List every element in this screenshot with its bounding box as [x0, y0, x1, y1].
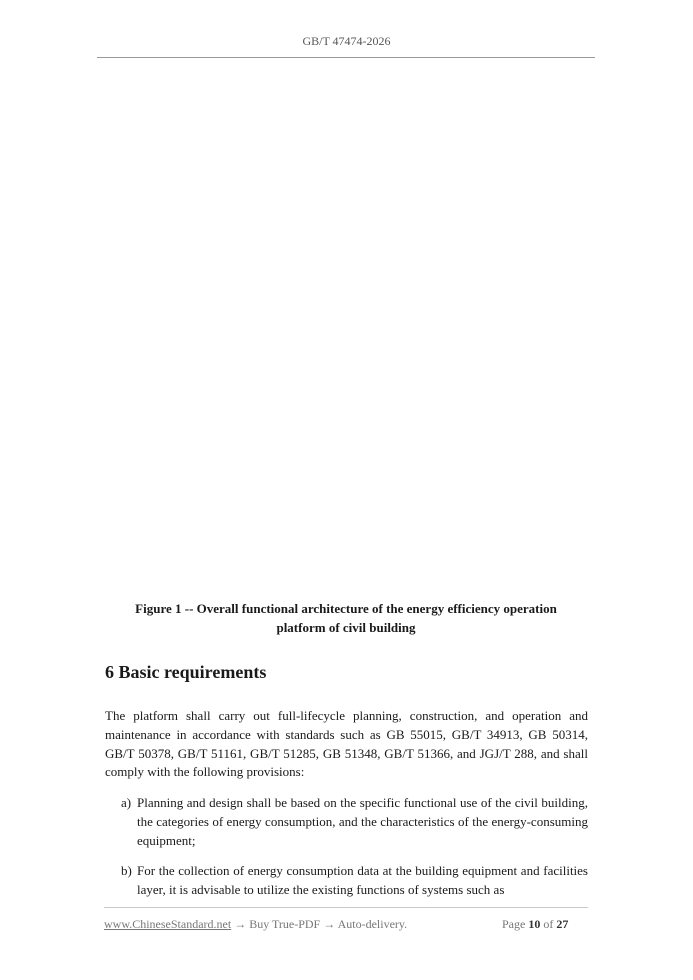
- list-item: [121, 862, 588, 900]
- list-item-marker: a): [121, 795, 132, 810]
- intro-paragraph: The platform shall carry out full-lifecycle planning, construction, and operation and maintenance in accordance with standards such as GB 55015, GB/T 34913, GB 50314, GB/T 50378, GB/T 51161, GB/T 51285, GB 51348, GB/T 51366, and JGJ/T 288, and shall comply with the following provisions:: [105, 708, 588, 780]
- header-divider: [97, 57, 595, 58]
- figure-caption-line-1: Figure 1 -- Overall functional architecture of the energy efficiency operation: [135, 601, 557, 616]
- buy-link[interactable]: Buy True-PDF: [249, 917, 321, 931]
- delivery-text: Auto-delivery.: [337, 917, 408, 931]
- site-link[interactable]: www.ChineseStandard.net: [104, 917, 232, 931]
- footer-divider: [104, 907, 588, 908]
- page-current: 10: [528, 917, 541, 931]
- arrow-right-icon: →: [323, 917, 336, 931]
- figure-caption-line-2: platform of civil building: [276, 620, 416, 635]
- list-item-text: For the collection of energy consumption data at the building equipment and facilities layer, it is advisable to utilize the existing functions of systems such as: [137, 863, 588, 897]
- page-label: Page: [502, 917, 526, 931]
- page-of-label: of: [543, 917, 554, 931]
- section-heading: 6 Basic requirements: [105, 662, 267, 682]
- document-number-header: GB/T 47474-2026: [302, 34, 391, 48]
- list-item-marker: b): [121, 863, 132, 878]
- figure-image-area: [97, 70, 595, 580]
- page-total: 27: [556, 917, 569, 931]
- footer-promo: [104, 917, 407, 932]
- arrow-right-icon: →: [234, 917, 247, 931]
- list-item-text: Planning and design shall be based on the specific functional use of the civil building, the categories of energy consumption, and the characteristics of the energy-consuming equipment;: [137, 795, 588, 848]
- list-item: [121, 794, 588, 850]
- page-indicator: [502, 917, 568, 932]
- figure-caption: [97, 599, 595, 637]
